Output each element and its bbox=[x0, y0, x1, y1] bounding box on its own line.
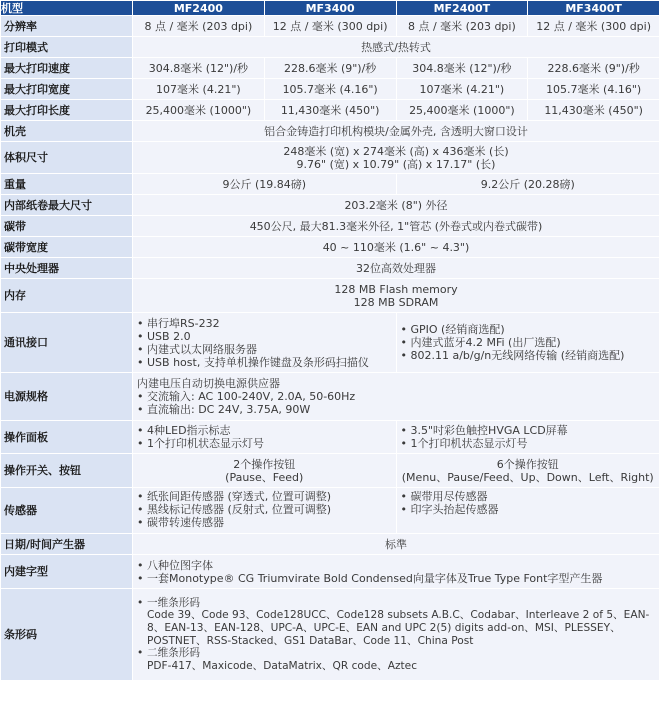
list-item: • 1个打印机状态显示灯号 bbox=[401, 437, 659, 450]
spec-value bbox=[133, 313, 397, 373]
row-label: 重量 bbox=[1, 174, 133, 195]
spec-value: 304.8毫米 (12")/秒 bbox=[133, 58, 265, 79]
row-label: 操作面板 bbox=[1, 421, 133, 454]
list-item: • 二维条形码 bbox=[137, 647, 659, 660]
barcode-list bbox=[137, 597, 659, 610]
spec-value bbox=[133, 589, 659, 681]
row-barcodes bbox=[1, 589, 659, 681]
spec-value: 11,430毫米 (450") bbox=[264, 100, 396, 121]
list-item: • 1个打印机状态显示灯号 bbox=[137, 437, 396, 450]
sensors-list-left bbox=[137, 490, 396, 529]
row-label: 最大打印长度 bbox=[1, 100, 133, 121]
spec-value: 8 点 / 毫米 (203 dpi) bbox=[396, 16, 528, 37]
spec-value: 228.6毫米 (9")/秒 bbox=[528, 58, 659, 79]
spec-value bbox=[133, 279, 659, 313]
spec-value: 25,400毫米 (1000") bbox=[133, 100, 265, 121]
spec-value: 228.6毫米 (9")/秒 bbox=[264, 58, 396, 79]
row-max-speed bbox=[1, 58, 659, 79]
row-label: 碳带宽度 bbox=[1, 237, 133, 258]
row-memory bbox=[1, 279, 659, 313]
spec-value bbox=[133, 454, 397, 488]
row-label: 通讯接口 bbox=[1, 313, 133, 373]
row-label: 最大打印速度 bbox=[1, 58, 133, 79]
buttons-right-names: (Menu、Pause/Feed、Up、Down、Left、Right) bbox=[401, 470, 654, 484]
spec-value bbox=[133, 555, 659, 589]
row-label: 最大打印宽度 bbox=[1, 79, 133, 100]
list-item: • 内建式以太网络服务器 bbox=[137, 343, 396, 356]
list-item: • USB host, 支持单机操作键盘及条形码扫描仪 bbox=[137, 356, 396, 369]
buttons-left-count: 2个操作按钮 bbox=[233, 457, 296, 471]
list-item: • 黑线标记传感器 (反射式, 位置可调整) bbox=[137, 503, 396, 516]
row-label: 内存 bbox=[1, 279, 133, 313]
dimensions-metric: 248毫米 (宽) x 274毫米 (高) x 436毫米 (长) bbox=[283, 144, 509, 158]
row-label: 内部纸卷最大尺寸 bbox=[1, 195, 133, 216]
spec-value bbox=[133, 488, 397, 534]
barcode-2d-list: PDF-417、Maxicode、DataMatrix、QR code、Aztec bbox=[147, 659, 418, 672]
panel-list-right bbox=[401, 424, 659, 450]
buttons-right-count: 6个操作按钮 bbox=[496, 457, 559, 471]
spec-value: 203.2毫米 (8") 外径 bbox=[133, 195, 659, 216]
spec-value bbox=[396, 313, 659, 373]
model-name: MF2400 bbox=[133, 1, 265, 16]
list-item: • 内建式蓝牙4.2 MFi (出厂选配) bbox=[401, 336, 659, 349]
spec-value: 32位高效处理器 bbox=[133, 258, 659, 279]
interface-list-left bbox=[137, 317, 396, 369]
power-list bbox=[137, 390, 659, 416]
list-item: • 碳带转速传感器 bbox=[137, 516, 396, 529]
row-dimensions bbox=[1, 142, 659, 174]
spec-value: 8 点 / 毫米 (203 dpi) bbox=[133, 16, 265, 37]
list-item: • 串行埠RS-232 bbox=[137, 317, 396, 330]
row-weight bbox=[1, 174, 659, 195]
row-power bbox=[1, 373, 659, 421]
row-buttons bbox=[1, 454, 659, 488]
spec-value bbox=[133, 373, 659, 421]
spec-value bbox=[396, 488, 659, 534]
barcode-1d-list: Code 39、Code 93、Code128UCC、Code128 subsets A.B.C、Codabar、Interleave 2 of 5、EAN-8、EAN-13、EAN-128、UPC-A、UPC-E、EAN and UPC 2(5) digits add-on、MSI、PLESSEY、POSTNET、RSS-Stacked、GS1 DataBar、Code 11、China Post bbox=[147, 609, 650, 647]
spec-value: 11,430毫米 (450") bbox=[528, 100, 659, 121]
row-label: 体积尺寸 bbox=[1, 142, 133, 174]
row-label: 电源规格 bbox=[1, 373, 133, 421]
spec-value: 107毫米 (4.21") bbox=[133, 79, 265, 100]
row-clock bbox=[1, 534, 659, 555]
spec-value: 热感式/热转式 bbox=[133, 37, 659, 58]
memory-flash: 128 MB Flash memory bbox=[334, 282, 458, 296]
memory-sdram: 128 MB SDRAM bbox=[353, 295, 439, 309]
spec-value bbox=[133, 421, 397, 454]
list-item: • USB 2.0 bbox=[137, 330, 396, 343]
spec-value: 9.2公斤 (20.28磅) bbox=[396, 174, 659, 195]
row-resolution bbox=[1, 16, 659, 37]
spec-value: 标準 bbox=[133, 534, 659, 555]
row-label: 中央处理器 bbox=[1, 258, 133, 279]
row-panel bbox=[1, 421, 659, 454]
spec-value: 40 ~ 110毫米 (1.6" ~ 4.3") bbox=[133, 237, 659, 258]
row-print-mode bbox=[1, 37, 659, 58]
list-item: • 碳带用尽传感器 bbox=[401, 490, 659, 503]
row-ribbon bbox=[1, 216, 659, 237]
row-max-length bbox=[1, 100, 659, 121]
row-cpu bbox=[1, 258, 659, 279]
list-item: • 802.11 a/b/g/n无线网络传输 (经销商选配) bbox=[401, 349, 659, 362]
model-name: MF3400T bbox=[528, 1, 659, 16]
row-label: 内建字型 bbox=[1, 555, 133, 589]
spec-value: 105.7毫米 (4.16") bbox=[264, 79, 396, 100]
list-item: • 八种位图字体 bbox=[137, 559, 659, 572]
row-label: 条形码 bbox=[1, 589, 133, 681]
row-label: 打印模式 bbox=[1, 37, 133, 58]
spec-value: 铝合金铸造打印机构模块/金属外壳, 含透明大窗口设计 bbox=[133, 121, 659, 142]
interface-list-right bbox=[401, 323, 659, 362]
row-label: 机壳 bbox=[1, 121, 133, 142]
row-label: 碳带 bbox=[1, 216, 133, 237]
spec-value: 107毫米 (4.21") bbox=[396, 79, 528, 100]
list-item: • 3.5"吋彩色触控HVGA LCD屏幕 bbox=[401, 424, 659, 437]
header-corner: 机型 bbox=[1, 1, 133, 16]
list-item: • 一维条形码 bbox=[137, 597, 659, 610]
barcode-list-2d bbox=[137, 647, 659, 660]
model-name: MF3400 bbox=[264, 1, 396, 16]
row-label: 日期/时间产生器 bbox=[1, 534, 133, 555]
list-item: • 一套Monotype® CG Triumvirate Bold Condensed向量字体及True Type Font字型产生器 bbox=[137, 572, 659, 585]
buttons-left-names: (Pause、Feed) bbox=[225, 470, 304, 484]
row-sensors bbox=[1, 488, 659, 534]
spec-value bbox=[396, 454, 659, 488]
spec-value: 9公斤 (19.84磅) bbox=[133, 174, 397, 195]
power-intro: 内建电压自动切换电源供应器 bbox=[137, 377, 280, 390]
row-interface bbox=[1, 313, 659, 373]
sensors-list-right bbox=[401, 490, 659, 516]
spec-value bbox=[133, 142, 659, 174]
spec-value: 12 点 / 毫米 (300 dpi) bbox=[528, 16, 659, 37]
list-item: • 4种LED指示标志 bbox=[137, 424, 396, 437]
panel-list-left bbox=[137, 424, 396, 450]
row-roll-diameter bbox=[1, 195, 659, 216]
row-housing bbox=[1, 121, 659, 142]
header-row bbox=[1, 1, 659, 16]
list-item: • 印字头抬起传感器 bbox=[401, 503, 659, 516]
row-max-width bbox=[1, 79, 659, 100]
list-item: • 交流输入: AC 100-240V, 2.0A, 50-60Hz bbox=[137, 390, 659, 403]
list-item: • GPIO (经销商选配) bbox=[401, 323, 659, 336]
model-name: MF2400T bbox=[396, 1, 528, 16]
fonts-list bbox=[137, 559, 659, 585]
spec-value: 105.7毫米 (4.16") bbox=[528, 79, 659, 100]
spec-value: 25,400毫米 (1000") bbox=[396, 100, 528, 121]
dimensions-imperial: 9.76" (宽) x 10.79" (高) x 17.17" (长) bbox=[296, 157, 496, 171]
row-label: 分辨率 bbox=[1, 16, 133, 37]
spec-value: 450公尺, 最大81.3毫米外径, 1"管芯 (外卷式或内卷式碳带) bbox=[133, 216, 659, 237]
row-label: 操作开关、按钮 bbox=[1, 454, 133, 488]
spec-value bbox=[396, 421, 659, 454]
row-label: 传感器 bbox=[1, 488, 133, 534]
list-item: • 纸张间距传感器 (穿透式, 位置可调整) bbox=[137, 490, 396, 503]
spec-value: 12 点 / 毫米 (300 dpi) bbox=[264, 16, 396, 37]
row-fonts bbox=[1, 555, 659, 589]
list-item: • 直流输出: DC 24V, 3.75A, 90W bbox=[137, 403, 659, 416]
spec-value: 304.8毫米 (12")/秒 bbox=[396, 58, 528, 79]
row-ribbon-width bbox=[1, 237, 659, 258]
